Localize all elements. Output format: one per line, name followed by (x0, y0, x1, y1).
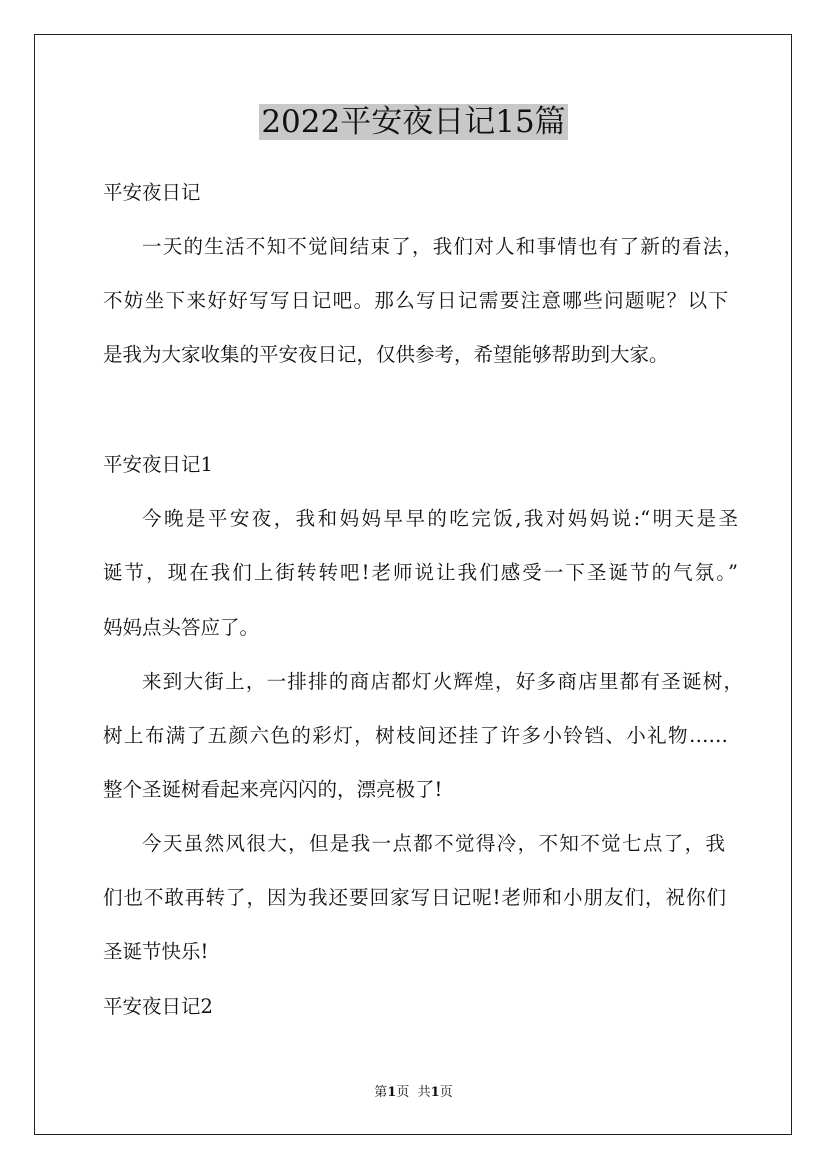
footer-total-prefix: 共 (417, 1085, 431, 1100)
entry1-p2-line-1: 来到大街上，一排排的商店都灯火辉煌，好多商店里都有圣诞树， (142, 670, 743, 693)
footer-page-prefix: 第 (374, 1085, 388, 1100)
intro-line-3: 是我为大家收集的平安夜日记，仅供参考，希望能够帮助到大家。 (103, 343, 669, 366)
footer-page-total: 1 (430, 1085, 440, 1100)
intro-heading: 平安夜日记 (103, 181, 201, 204)
entry2-heading: 平安夜日记2 (103, 995, 213, 1018)
entry1-p2-line-3: 整个圣诞树看起来亮闪闪的，漂亮极了! (103, 778, 443, 801)
document-title-text: 2022平安夜日记15篇 (261, 104, 566, 140)
footer-total-suffix: 页 (439, 1085, 453, 1100)
entry1-p1-line-2: 诞节，现在我们上街转转吧!老师说让我们感受一下圣诞节的气氛。” (103, 561, 738, 584)
intro-line-1: 一天的生活不知不觉间结束了，我们对人和事情也有了新的看法， (142, 235, 743, 258)
page-footer (0, 1084, 827, 1102)
entry1-p2-line-2: 树上布满了五颜六色的彩灯，树枝间还挂了许多小铃铛、小礼物…… (103, 724, 728, 747)
entry1-p3-line-3: 圣诞节快乐! (103, 940, 209, 963)
entry1-p1-line-1: 今晚是平安夜，我和妈妈早早的吃完饭,我对妈妈说:“明天是圣 (142, 507, 738, 530)
entry1-p3-line-1: 今天虽然风很大，但是我一点都不觉得冷，不知不觉七点了，我 (142, 832, 725, 855)
entry1-heading: 平安夜日记1 (103, 453, 213, 476)
entry1-p3-line-2: 们也不敢再转了，因为我还要回家写日记呢!老师和小朋友们，祝你们 (103, 886, 726, 909)
intro-line-2: 不妨坐下来好好写写日记吧。那么写日记需要注意哪些问题呢？以下 (103, 289, 728, 312)
footer-page-suffix: 页 (396, 1085, 410, 1100)
footer-page-current: 1 (387, 1085, 397, 1100)
document-title (0, 100, 827, 144)
entry1-p1-line-3: 妈妈点头答应了。 (103, 616, 260, 639)
